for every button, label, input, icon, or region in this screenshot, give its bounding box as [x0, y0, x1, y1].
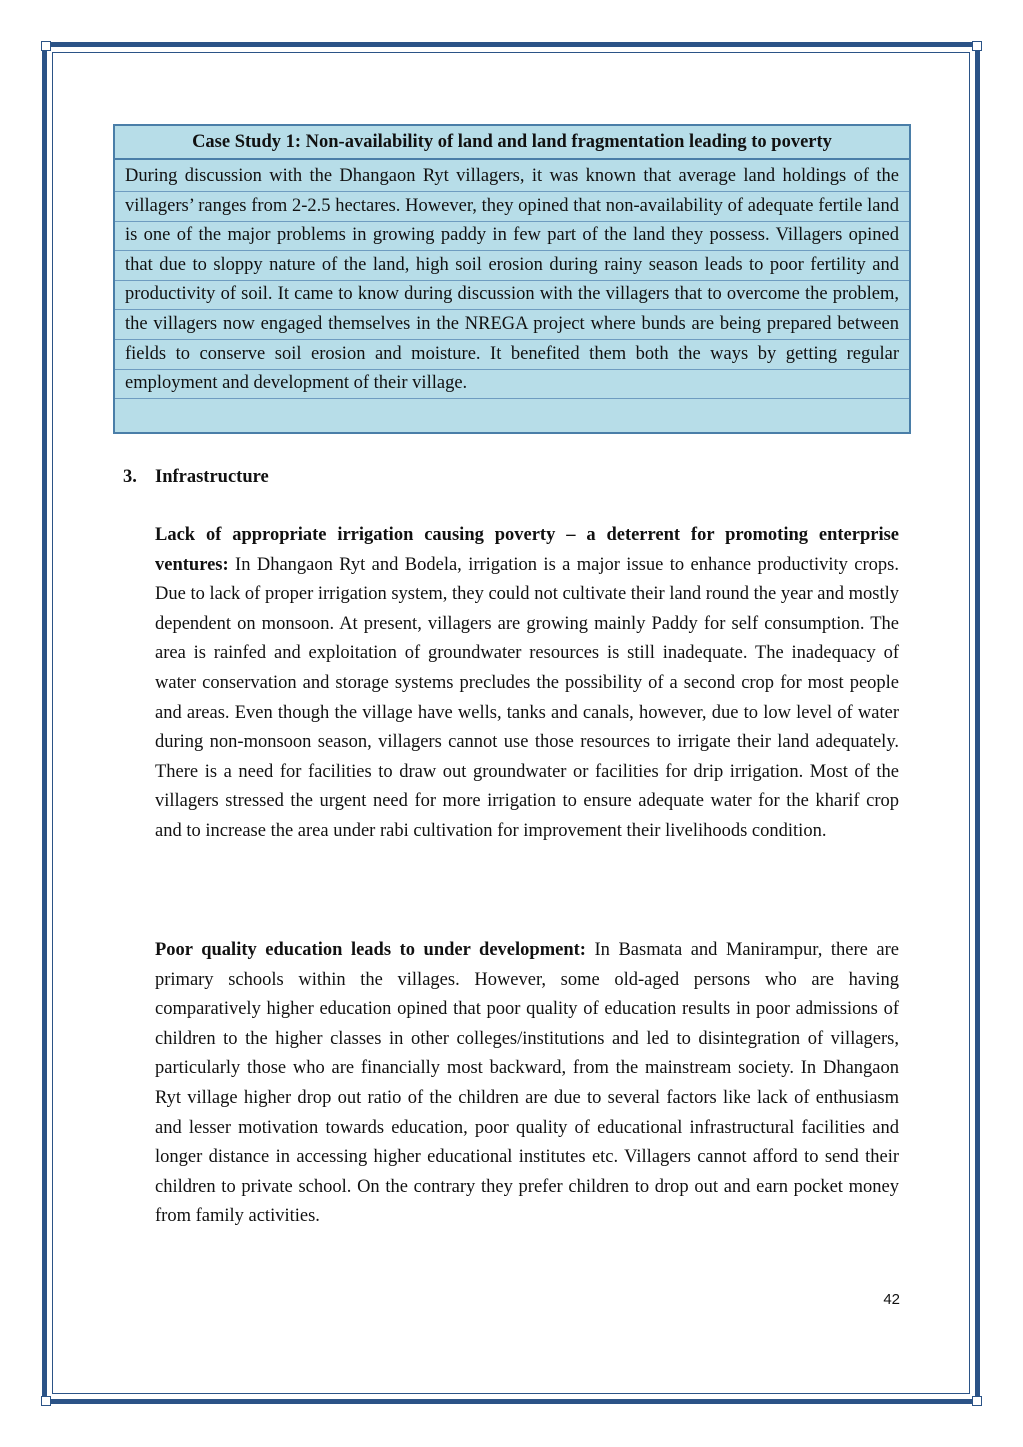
paragraph-text: In Dhangaon Ryt and Bodela, irrigation is a major issue to enhance productivity crops. Due to lack of proper irrigation system, they could not cultivate their land round the year and mostly dependent on monsoon. At present, villagers are growing mainly Paddy for self consumption. The area is rainfed and exploitation of groundwater resources is still inadequate. The inadequacy of water conservation and storage systems precludes the possibility of a second crop for most people and areas. Even though the village have wells, tanks and canals, however, due to low level of water during non-monsoon season, villagers cannot use those resources to irrigate their land adequately. There is a need for facilities to draw out groundwater or facilities for drip irrigation. Most of the villagers stressed the urgent need for more irrigation to ensure adequate water for the kharif crop and to increase the area under rabi cultivation for improvement their livelihoods condition. [155, 554, 899, 841]
case-study-row-rule [115, 250, 909, 251]
case-study-row-rule [115, 309, 909, 310]
paragraph-text: In Basmata and Manirampur, there are primary schools within the villages. However, some old-aged persons who are having comparatively higher education opined that poor quality of education results in poor admissions of children to the higher classes in other colleges/institutions and led to disintegration of villagers, particularly those who are financially most backward, from the mainstream society. In Dhangaon Ryt village higher drop out ratio of the children are due to several factors like lack of enthusiasm and lesser motivation towards education, poor quality of educational infrastructural facilities and longer distance in accessing higher educational institutes etc. Villagers cannot afford to send their children to private school. On the contrary they prefer children to drop out and earn pocket money from family activities. [155, 940, 899, 1227]
section-heading [123, 462, 269, 492]
paragraph-lead: Lack of appropriate irrigation causing poverty – a deterrent for promoting enterprise ventures: [155, 525, 899, 575]
case-study-title: Case Study 1: Non-availability of land and land fragmentation leading to poverty [115, 126, 909, 160]
page-border-corner [41, 41, 51, 51]
page-border-corner [972, 41, 982, 51]
case-study-box [113, 124, 911, 434]
case-study-row-rule [115, 191, 909, 192]
page-number: 42 [883, 1291, 900, 1308]
section-number: 3. [123, 467, 137, 487]
paragraph-education [155, 936, 899, 1232]
page-border-corner [41, 1396, 51, 1406]
case-study-row-rule [115, 398, 909, 399]
case-study-body [115, 160, 909, 399]
paragraph-irrigation [155, 521, 899, 847]
case-study-text: During discussion with the Dhangaon Ryt villagers, it was known that average land holdings of the villagers’ ranges from 2-2.5 hectares. However, they opined that non-availability of adequate fertile land is one of the major problems in growing paddy in few part of the land they possess. Villagers opined that due to sloppy nature of the land, high soil erosion during rainy season leads to poor fertility and productivity of soil. It came to know during discussion with the villagers that to overcome the problem, the villagers now engaged themselves in the NREGA project where bunds are being prepared between fields to conserve soil erosion and moisture. It benefited them both the ways by getting regular employment and development of their village. [125, 166, 899, 394]
section-title: Infrastructure [155, 467, 269, 487]
case-study-row-rule [115, 339, 909, 340]
page-border-corner [972, 1396, 982, 1406]
case-study-row-rule [115, 280, 909, 281]
case-study-row-rule [115, 221, 909, 222]
case-study-row-rule [115, 369, 909, 370]
paragraph-lead: Poor quality education leads to under development: [155, 940, 586, 960]
